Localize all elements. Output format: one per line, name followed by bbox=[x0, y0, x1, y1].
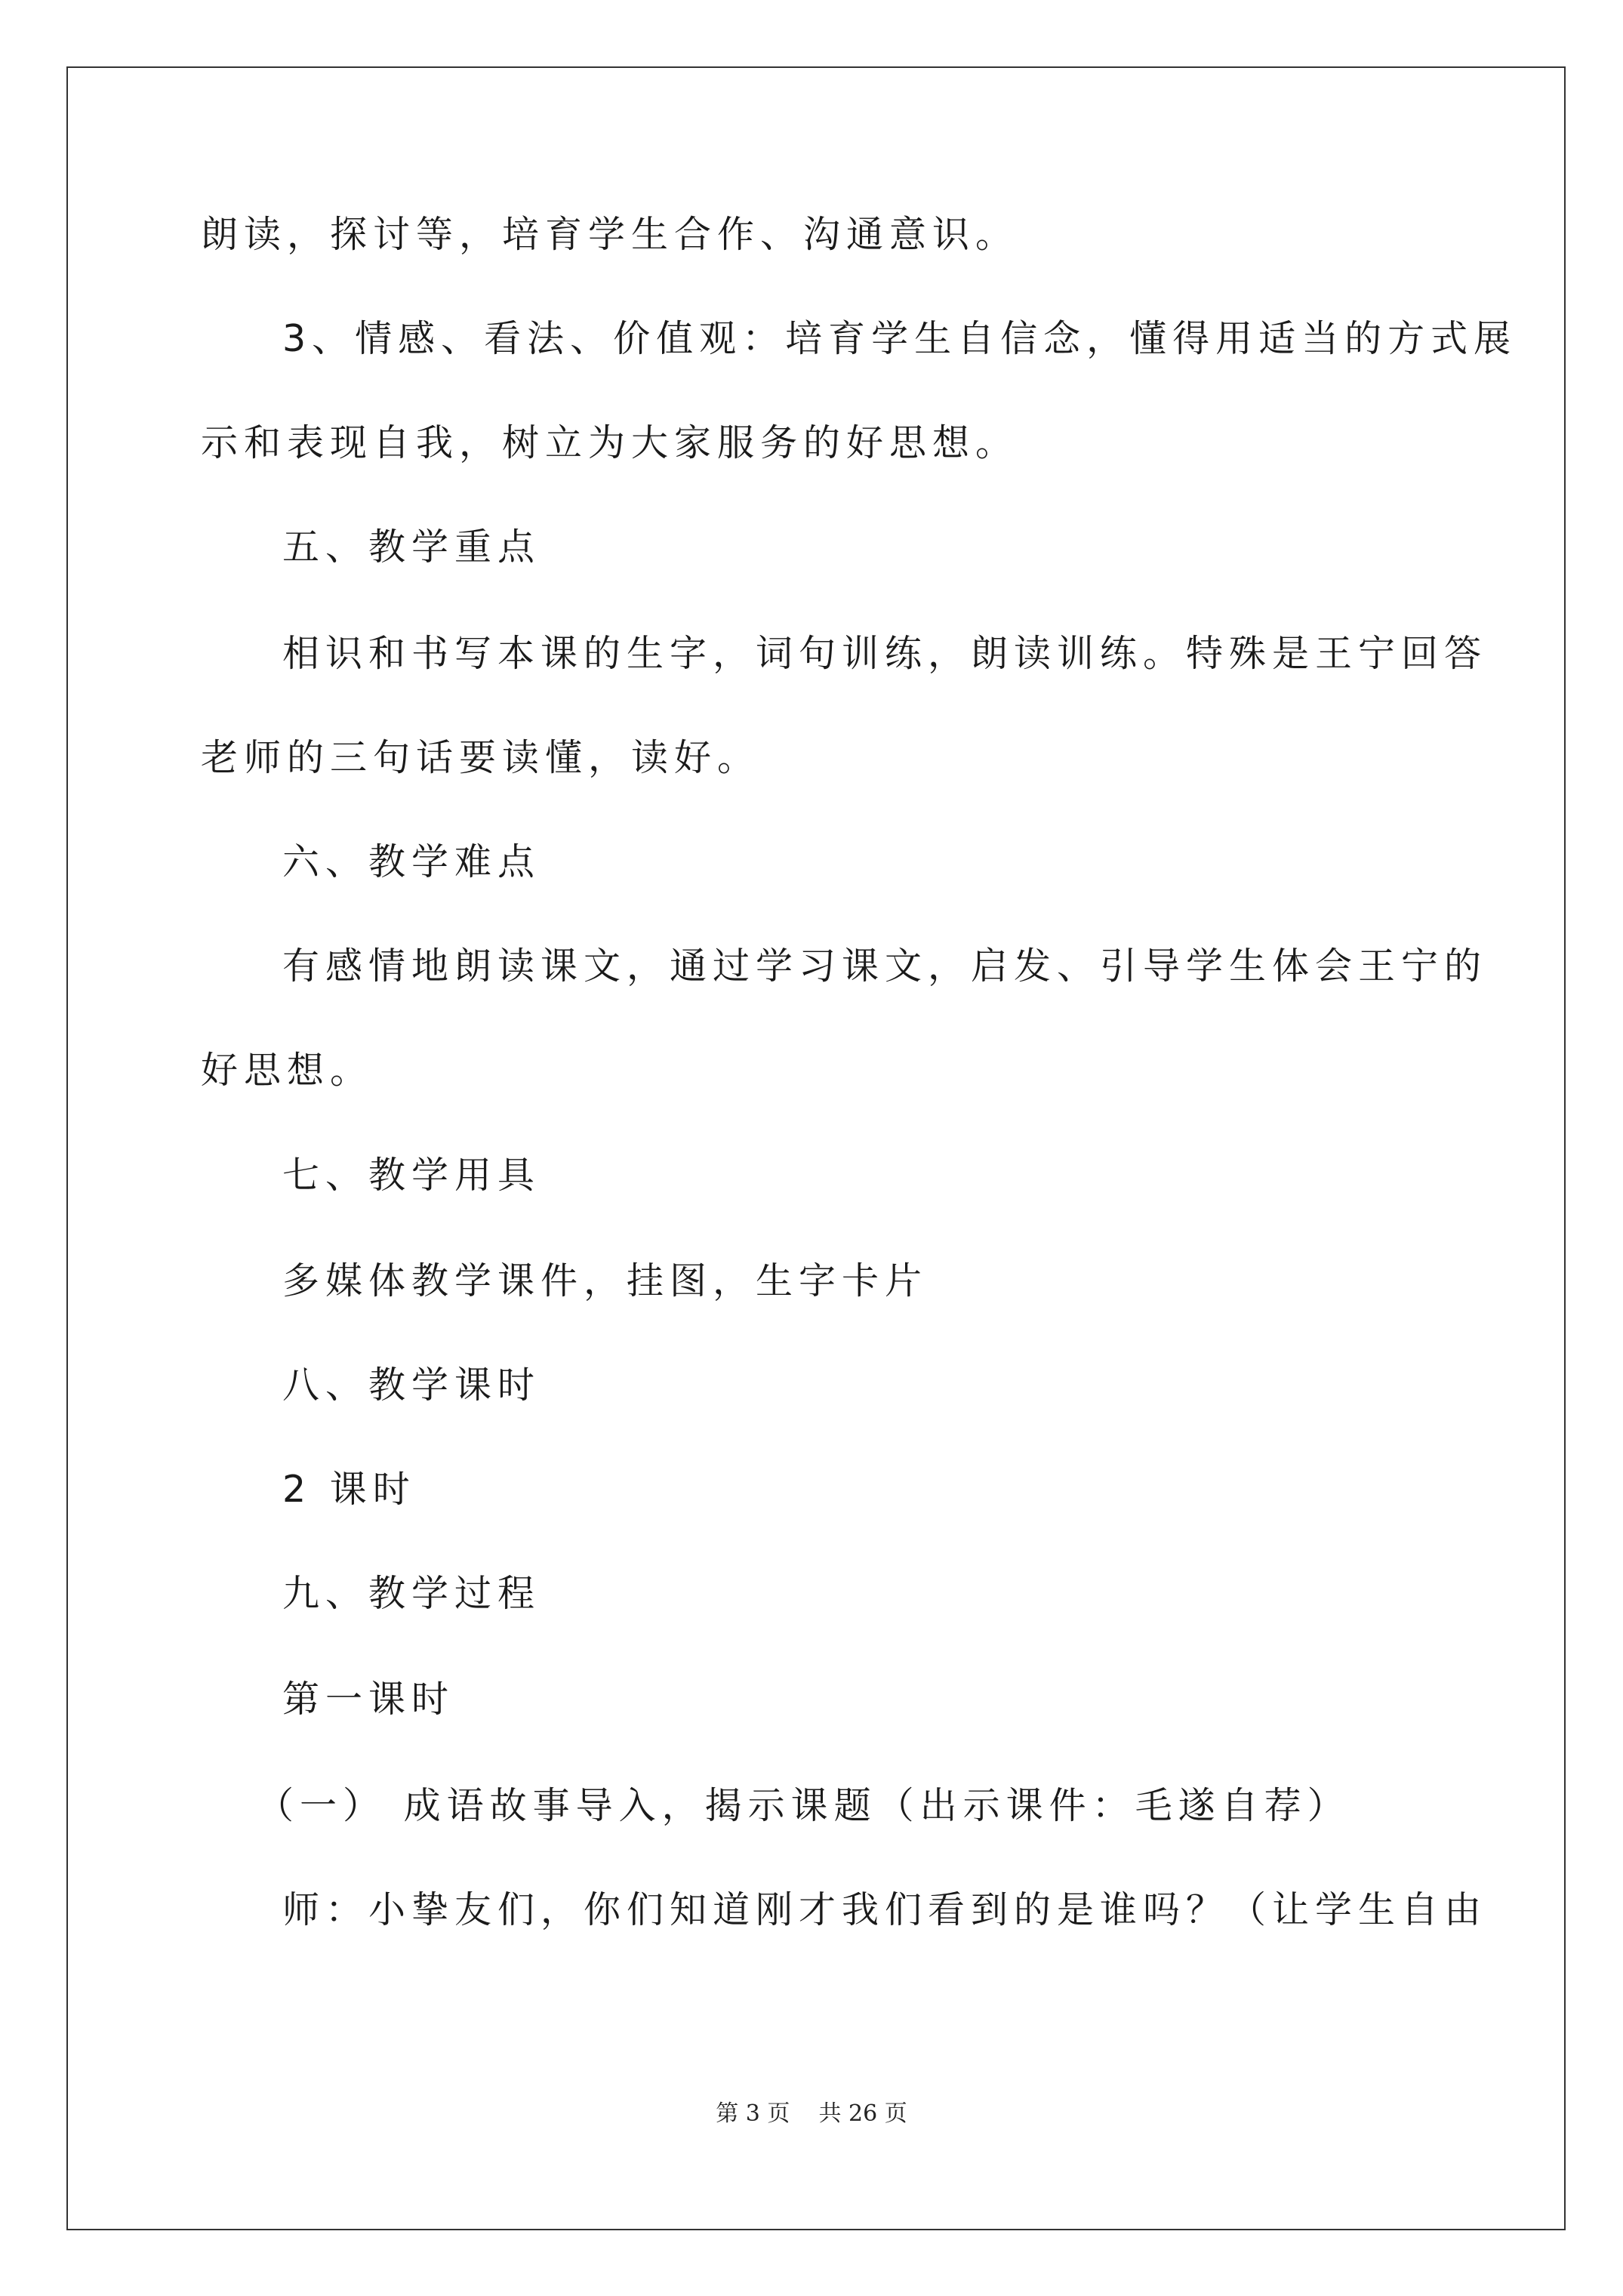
section-heading: 五、教学重点 bbox=[282, 525, 541, 569]
text-line: 示和表现自我，树立为大家服务的好思想。 bbox=[201, 421, 1019, 464]
text-line: 师：小挚友们，你们知道刚才我们看到的是谁吗？（让学生自由 bbox=[282, 1888, 1488, 1931]
section-heading: 六、教学难点 bbox=[282, 840, 541, 883]
subsection-heading: 第一课时 bbox=[282, 1678, 455, 1721]
section-heading: 七、教学用具 bbox=[282, 1154, 541, 1197]
text-line: 3、情感、看法、价值观：培育学生自信念，懂得用适当的方式展 bbox=[282, 317, 1517, 360]
page-number-footer: 第 3 页 共 26 页 bbox=[716, 2100, 907, 2127]
section-heading: 九、教学过程 bbox=[282, 1572, 541, 1615]
section-heading: 八、教学课时 bbox=[282, 1364, 541, 1407]
text-line: 朗读，探讨等，培育学生合作、沟通意识。 bbox=[201, 213, 1019, 256]
text-line: 有感情地朗读课文，通过学习课文，启发、引导学生体会王宁的 bbox=[282, 945, 1488, 988]
text-line: 相识和书写本课的生字，词句训练，朗读训练。特殊是王宁回答 bbox=[282, 632, 1488, 675]
text-line: （一） 成语故事导入，揭示课题（出示课件：毛遂自荐） bbox=[257, 1784, 1350, 1827]
text-line: 2 课时 bbox=[282, 1468, 416, 1511]
text-line: 多媒体教学课件，挂图，生字卡片 bbox=[282, 1259, 929, 1302]
text-line: 老师的三句话要读懂，读好。 bbox=[201, 736, 761, 779]
text-line: 好思想。 bbox=[201, 1049, 374, 1092]
